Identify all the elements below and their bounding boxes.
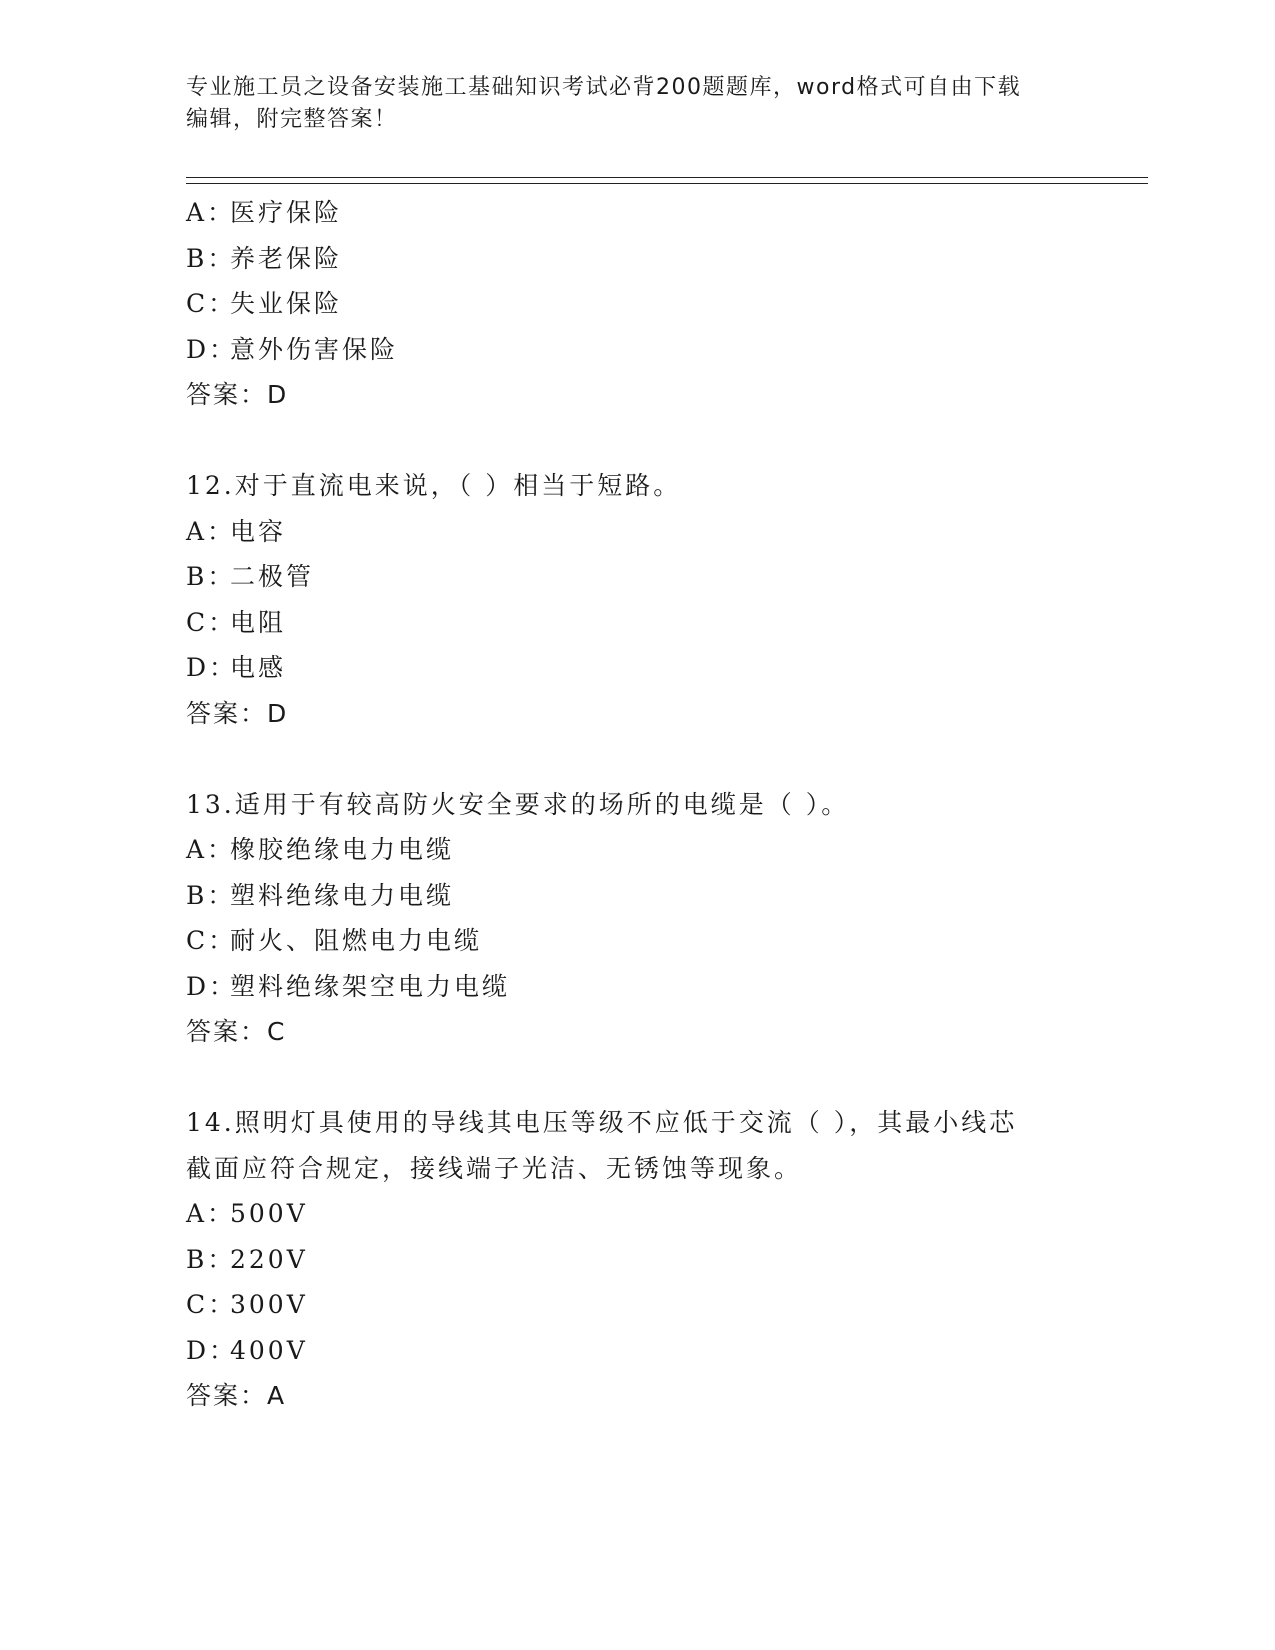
option-c: C：300V (186, 1290, 308, 1319)
option-c: C：失业保险 (186, 289, 343, 318)
header-divider-top (186, 177, 1148, 178)
option-b: B：220V (186, 1244, 308, 1274)
option-a: A：500V (186, 1199, 308, 1228)
option-b: B：二极管 (186, 562, 315, 591)
question-text-line-1: 14.照明灯具使用的导线其电压等级不应低于交流（ ），其最小线芯 (186, 1108, 1018, 1137)
option-a: A：电容 (186, 516, 287, 546)
answer-line: 答案：D (186, 698, 289, 728)
option-b: B：养老保险 (186, 243, 343, 273)
spacer (186, 1055, 1086, 1101)
option-b: B：塑料绝缘电力电缆 (186, 880, 455, 910)
question-block-14 (186, 1100, 1086, 1419)
header-title-line-1: 专业施工员之设备安装施工基础知识考试必背200题题库，word格式可自由下载 (186, 75, 1022, 100)
question-block-13 (186, 782, 1086, 1055)
option-d: D：电感 (186, 653, 287, 682)
spacer (186, 736, 1086, 782)
spacer (186, 418, 1086, 464)
option-c: C：耐火、阻燃电力电缆 (186, 926, 483, 955)
document-header (186, 72, 1066, 136)
question-text: 12.对于直流电来说，（ ）相当于短路。 (186, 471, 682, 500)
option-d: D：400V (186, 1335, 308, 1365)
option-a: A：医疗保险 (186, 198, 343, 227)
header-divider-bottom (186, 183, 1148, 184)
option-d: D：塑料绝缘架空电力电缆 (186, 971, 511, 1001)
option-a: A：橡胶绝缘电力电缆 (186, 835, 455, 864)
header-title-line-2: 编辑，附完整答案！ (186, 107, 398, 132)
answer-line: 答案：D (186, 380, 289, 409)
question-block-11 (186, 190, 1086, 418)
question-text-line-2: 截面应符合规定，接线端子光洁、无锈蚀等现象。 (186, 1153, 803, 1183)
answer-line: 答案：C (186, 1017, 287, 1046)
option-c: C：电阻 (186, 607, 287, 637)
question-list (186, 190, 1086, 1419)
question-block-12 (186, 463, 1086, 736)
option-d: D：意外伤害保险 (186, 334, 399, 364)
question-text: 13.适用于有较高防火安全要求的场所的电缆是（ ）。 (186, 789, 850, 819)
answer-line: 答案：A (186, 1381, 287, 1410)
